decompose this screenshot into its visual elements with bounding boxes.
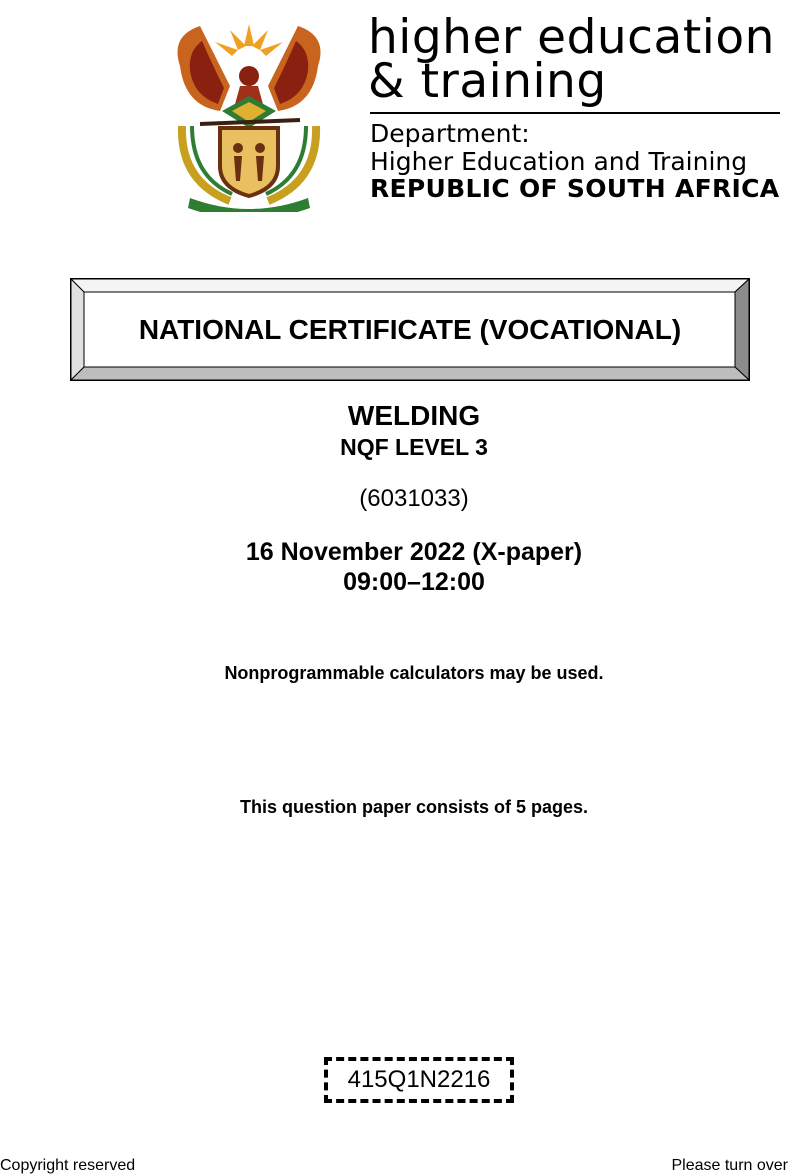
- calculator-note: Nonprogrammable calculators may be used.: [224, 663, 604, 683]
- footer-turn-over: Please turn over: [671, 1157, 788, 1174]
- pages-note: This question paper consists of 5 pages.: [239, 797, 589, 817]
- nqf-level: NQF LEVEL 3: [340, 434, 488, 460]
- department-title-line2: & training: [368, 54, 607, 109]
- certificate-title: NATIONAL CERTIFICATE (VOCATIONAL): [138, 313, 682, 345]
- footer-copyright: Copyright reserved: [0, 1157, 136, 1174]
- department-label: Department:: [370, 119, 530, 148]
- header-rule: [370, 112, 780, 114]
- subject-title: WELDING: [347, 400, 481, 431]
- exam-date: 16 November 2022 (X-paper): [245, 538, 583, 566]
- paper-code: 415Q1N2216: [324, 1057, 514, 1103]
- department-name: Higher Education and Training: [370, 147, 748, 176]
- department-title-line1: higher education: [368, 10, 775, 65]
- subject-code: (6031033): [359, 485, 469, 512]
- country-name: REPUBLIC OF SOUTH AFRICA: [370, 174, 780, 203]
- coat-of-arms-icon: [160, 16, 338, 212]
- exam-time: 09:00–12:00: [343, 568, 485, 596]
